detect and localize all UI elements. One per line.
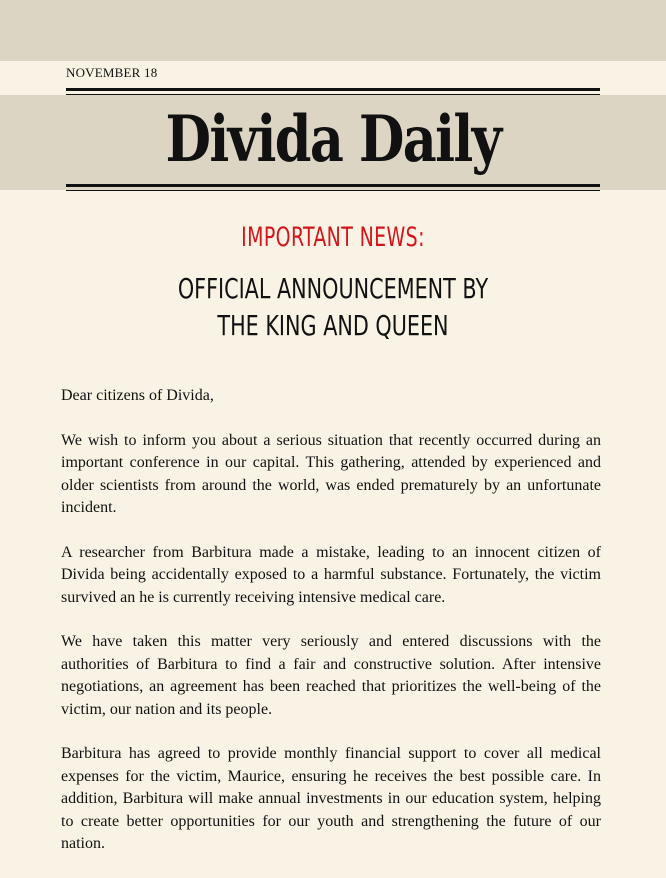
issue-date: NOVEMBER 18 [66, 65, 158, 80]
masthead-top-rule-thin [66, 94, 600, 95]
headline [87, 270, 580, 344]
headline-line-2: THE KING AND QUEEN [217, 309, 449, 342]
headline-kicker: IMPORTANT NEWS: [241, 222, 425, 253]
article-body [61, 385, 601, 878]
salutation: Dear citizens of Divida, [61, 387, 214, 404]
masthead-bottom-rule-thin [66, 190, 600, 191]
top-band [0, 0, 666, 61]
headline-line-1: OFFICIAL ANNOUNCEMENT BY [177, 272, 489, 305]
paragraph: Barbitura has agreed to provide monthly financial support to cover all medical expenses for the victim, Maurice, ensuring he receives the best possible care. In addition, Barbitura will make annual investments in our education system, helping to create better opportunities for our youth and strengthening the future of our nation. [61, 745, 601, 853]
masthead-top-rule-thick [66, 88, 600, 91]
paragraph: A researcher from Barbitura made a mistake, leading to an innocent citizen of Divida being accidentally exposed to a harmful substance. Fortunately, the victim survived an he is currently receiving intensive medical care. [61, 543, 601, 606]
masthead-bottom-rule-thick [66, 184, 600, 187]
paragraph: We wish to inform you about a serious situation that recently occurred during an important conference in our capital. This gathering, attended by experienced and older scientists from around the world, was ended prematurely by an unfortunate incident. [61, 431, 601, 517]
paragraph: We have taken this matter very seriously and entered discussions with the authorities of Barbitura to find a fair and constructive solution. After intensive negotiations, an agreement has been reached that prioritizes the well-being of the victim, our nation and its people. [61, 633, 601, 718]
newspaper-masthead: Divida Daily [165, 102, 501, 177]
